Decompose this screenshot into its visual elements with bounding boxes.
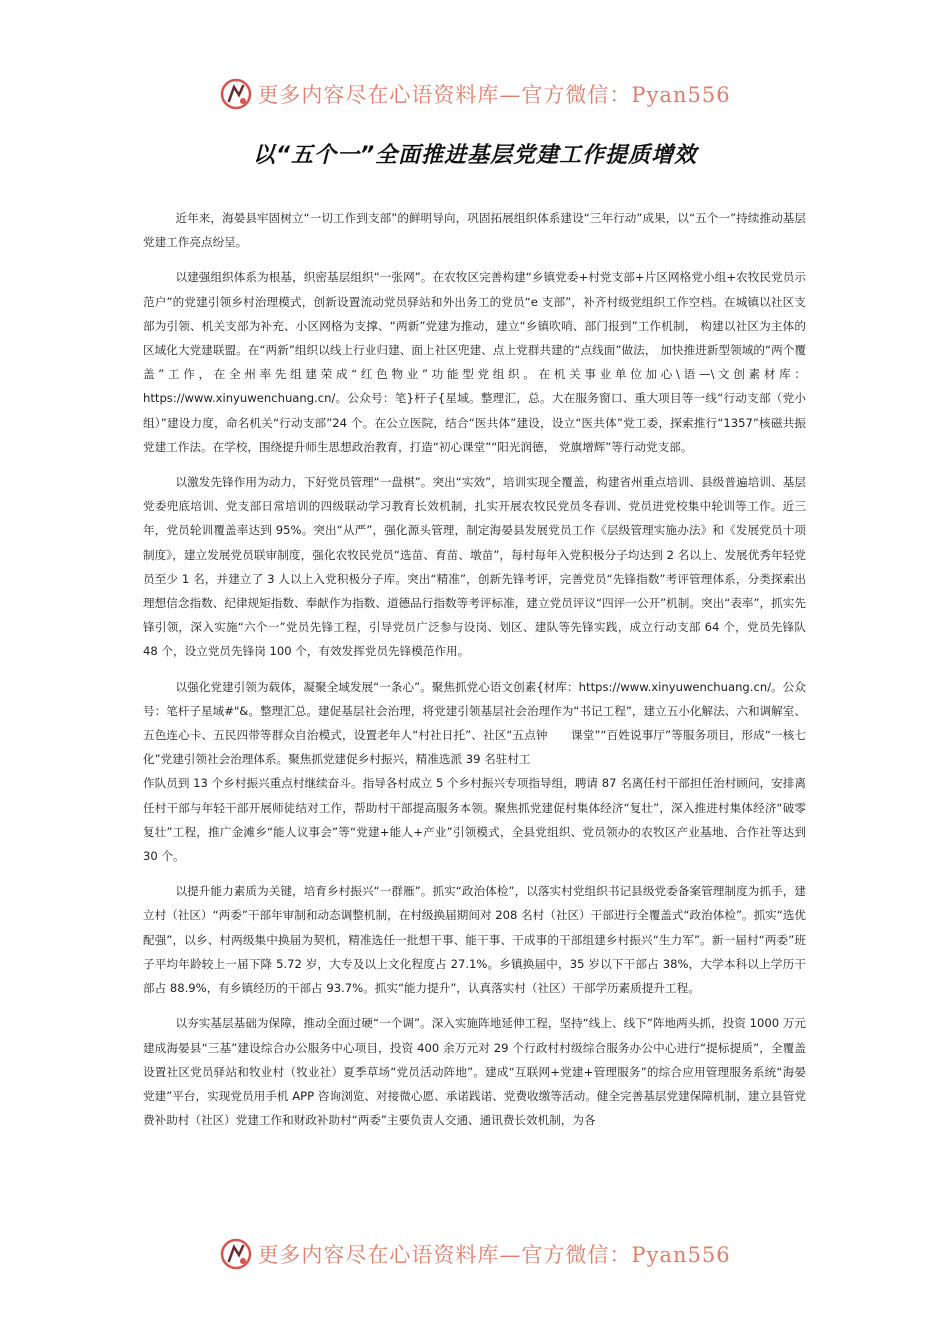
- paragraph-vanguard: 以激发先锋作用为动力，下好党员管理“一盘棋”。突出“实效”，培训实现全覆盖，构建省州重点培训、县级普遍培训、基层党委兜底培训、党支部日常培训的四级联动学习教育长效机制，扎实开展农牧民党员冬春训、党员进党校集中轮训等工作。近三年，党员轮训覆盖率达到 95%。突出“从严”，强化源头管理，制定海晏县发展党员工作《层级管理实施办法》和《发展党员十项制度》，建立发展党员联审制度，强化农牧民党员“选苗、育苗、墩苗”，每村每年入党积极分子均达到 2 名以上、发展优秀年轻党员至少 1 名，并建立了 3 人以上入党积极分子库。突出“精准”，创新先锋考评，完善党员“先锋指数”考评管理体系，分类探索出理想信念指数、纪律规矩指数、奉献作为指数、道德品行指数等考评标准，建立党员评议“四评一公开”机制。突出“表率”，抓实先锋引领，深入实施“六个一”党员先锋工程，引导党员广泛参与设岗、划区、建队等先锋实践，成立行动支部 64 个，党员先锋队 48 个，设立党员先锋岗 100 个，有效发挥党员先锋模范作用。: [143, 475, 806, 659]
- watermark-banner-top: [0, 72, 950, 116]
- paragraph-foundation: 以夯实基层基础为保障，推动全面过硬“一个调”。深入实施阵地延伸工程，坚持“线上、线下”阵地两头抓，投资 1000 万元建成海晏县“三基”建设综合办公服务中心项目，投资 400 余万元对 29 个行政村村级综合服务办公中心进行“提标提质”，全覆盖设置社区党员驿站和牧业村（牧业社）夏季草场“党员活动阵地”。建成“互联网+党建+管理服务”的综合应用管理服务系统“海晏党建”平台，实现党员用手机 APP 咨询浏览、对接微心愿、承诺践诺、党费收缴等活动。健全完善基层党建保障机制，建立县管党费补助村（社区）党建工作和财政补助村“两委”主要负责人交通、通讯费长效机制，为各: [143, 1016, 806, 1128]
- brand-logo-icon: [219, 77, 253, 111]
- article-body: [143, 206, 806, 1143]
- paragraph-leadership: 以强化党建引领为载体，凝聚全域发展“一条心”。聚焦抓党心语文创素{材库：https://www.xinyuwenchuang.cn/。公众号：笔杆子星域#"&。整理汇总。建促基层社会治理，将党建引领基层社会治理作为“书记工程”，建立五小化解法、六和调解室、五色连心卡、五民四带等群众自治模式，设置老年人“村社日托”、社区“五点钟 课堂”“百姓说事厅”等服务项目，形成“一核七化”党建引领社会治理体系。聚焦抓党建促乡村振兴，精准选派 39 名驻村工: [143, 679, 806, 767]
- paragraph-organization: 以建强组织体系为根基，织密基层组织“一张网”。在农牧区完善构建“乡镇党委+村党支部+片区网格党小组+农牧民党员示范户”的党建引领乡村治理模式，创新设置流动党员驿站和外出务工的党员“e 支部”，补齐村级党组织工作空档。在城镇以社区支部为引领、机关支部为补充、小区网格为支撑、“两新”党建为推动，建立“乡镇吹哨、部门报到”工作机制， 构建以社区为主体的区域化大党建联盟。在“两新”组织以线上行业归建、面上社区兜建、点上党群共建的“点线面”做法， 加快推进新型领域的“两个覆盖”工作，在全州率先组建荣成“红色物业”功能型党组织。在机关事业单位加心\语—\文创素材库：https://www.xinyuwenchuang.cn/。公众号：笔}杆子{星域。整理汇，总。大在服务窗口、重大项目等一线“行动支部（党小组）”建设力度，命名机关“行动支部”24 个。在公立医院，结合“医共体”建设，设立“医共体”党工委，探索推行“1357”核磁共振党建工作法。在学校，围绕提升师生思想政治教育，打造“初心课堂”“阳光润德， 党旗增辉”等行动党支部。: [143, 270, 806, 454]
- article-title: 以“五个一”全面推进基层党建工作提质增效: [252, 143, 698, 168]
- paragraph-capability: 以提升能力素质为关键，培育乡村振兴“一群雁”。抓实“政治体检”，以落实村党组织书记县级党委备案管理制度为抓手，建立村（社区）“两委”干部年审制和动态调整机制，在村级换届期间对 208 名村（社区）干部进行全覆盖式“政治体检”。抓实“选优配强”，以乡、村两级集中换届为契机，精准选任一批想干事、能干事、干成事的干部组建乡村振兴“生力军”。新一届村“两委”班子平均年龄较上一届下降 5.72 岁，大专及以上文化程度占 27.1%。乡镇换届中，35 岁以下干部占 38%，大学本科以上学历干部占 88.9%，有乡镇经历的干部占 93.7%。抓实“能力提升”，认真落实村（社区）干部学历素质提升工程。: [143, 884, 806, 996]
- brand-logo-icon: [219, 1237, 253, 1271]
- watermark-banner-bottom: [0, 1232, 950, 1276]
- paragraph-intro: 近年来，海晏县牢固树立“一切工作到支部”的鲜明导向，巩固拓展组织体系建设“三年行动”成果，以“五个一”持续推动基层党建工作亮点纷呈。: [143, 211, 806, 250]
- banner-text: 更多内容尽在心语资料库—官方微信：Pyan556: [257, 83, 731, 107]
- banner-text: 更多内容尽在心语资料库—官方微信：Pyan556: [257, 1243, 731, 1267]
- paragraph-leadership-continued: 作队员到 13 个乡村振兴重点村继续奋斗。指导各村成立 5 个乡村振兴专项指导组，聘请 87 名离任村干部担任治村顾问，安排离任村干部与年轻干部开展师徒结对工作，帮助村干部提高服务本领。聚焦抓党建促村集体经济“复壮”，深入推进村集体经济“破零复壮”工程，推广金滩乡“能人议事会”等“党建+能人+产业”引领模式，全县党组织、党员领办的农牧区产业基地、合作社等达到 30 个。: [143, 776, 806, 864]
